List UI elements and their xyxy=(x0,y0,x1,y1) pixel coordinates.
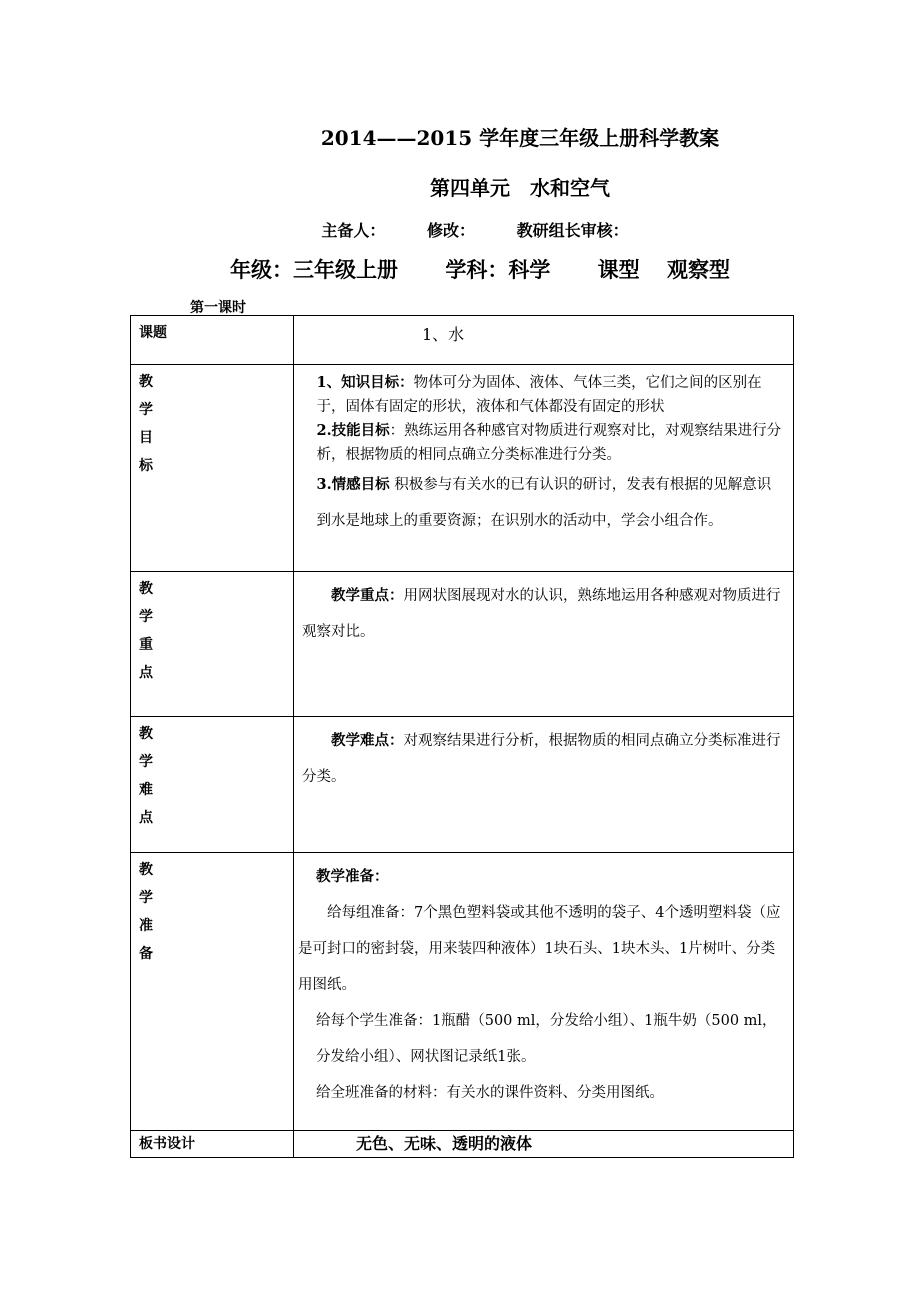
topic-value: 1、水 xyxy=(294,316,794,365)
difficult-label xyxy=(131,717,294,853)
revise-label: 修改： xyxy=(426,221,475,240)
prep-head: 教学准备： xyxy=(316,868,389,885)
knowledge-goal-text: 物体可分为固体、液体、气体三类，它们之间的区别在于，固体有固定的形状，液体和气体都没有固定的形状 xyxy=(316,375,762,415)
board-label: 板书设计 xyxy=(131,1131,294,1158)
difficult-content xyxy=(294,717,794,853)
key-label-char: 学 xyxy=(139,609,153,625)
lesson-number: 第一课时 xyxy=(190,300,246,316)
prep-label-char: 备 xyxy=(139,946,153,962)
key-text: 用网状图展现对水的认识，熟练地运用各种感观对物质进行观察对比。 xyxy=(302,588,781,640)
skill-goal-text: ：熟练运用各种感官对物质进行观察对比，对观察结果进行分析，根据物质的相同点确立分类标准进行分类。 xyxy=(316,423,782,463)
difficult-label-char: 点 xyxy=(139,810,153,826)
difficult-text: 对观察结果进行分析，根据物质的相同点确立分类标准进行分类。 xyxy=(302,733,781,785)
goals-label xyxy=(131,365,294,572)
row-prep xyxy=(131,853,794,1131)
document-title: 2014——2015 学年度三年级上册科学教案 xyxy=(320,126,720,150)
prep-label xyxy=(131,853,294,1131)
difficult-label-char: 教 xyxy=(139,726,153,742)
row-board xyxy=(131,1131,794,1158)
reviewer-label: 教研组长审核： xyxy=(516,221,629,240)
difficult-label-char: 难 xyxy=(139,782,153,798)
difficult-head: 教学难点： xyxy=(331,732,404,749)
key-label-char: 重 xyxy=(139,637,153,653)
row-topic xyxy=(131,316,794,365)
prep-group: 给每组准备：7个黑色塑料袋或其他不透明的袋子、4个透明塑料袋（应是可封口的密封袋，用来装四种液体）1块石头、1块木头、1片树叶、分类用图纸。 xyxy=(298,905,781,993)
key-paragraph xyxy=(302,578,785,650)
grade-text: 年级：三年级上册 xyxy=(230,257,399,282)
prep-label-char: 学 xyxy=(139,890,153,906)
key-label-char: 教 xyxy=(139,581,153,597)
prep-content xyxy=(294,853,794,1131)
row-difficult xyxy=(131,717,794,853)
prep-student: 给每个学生准备：1瓶醋（500 ml，分发给小组）、1瓶牛奶（500 ml，分发给小组）、网状图记录纸1张。 xyxy=(316,1013,777,1065)
author-line xyxy=(0,218,920,241)
knowledge-goal-head: 1、知识目标： xyxy=(316,374,414,391)
row-key xyxy=(131,572,794,717)
goals-label-char: 标 xyxy=(139,458,153,474)
preparer-label: 主备人： xyxy=(321,221,386,240)
goals-label-char: 学 xyxy=(139,402,153,418)
type-label: 课型 xyxy=(597,257,640,282)
difficult-label-char: 学 xyxy=(139,754,153,770)
emotion-goal xyxy=(302,467,785,539)
difficult-paragraph xyxy=(302,723,785,795)
row-goals xyxy=(131,365,794,572)
unit-title: 第四单元 水和空气 xyxy=(430,176,610,200)
board-value: 无色、无味、透明的液体 xyxy=(294,1131,794,1158)
key-label xyxy=(131,572,294,717)
lesson-plan-table xyxy=(130,315,794,1158)
subject-text: 学科：科学 xyxy=(445,257,551,282)
goals-content xyxy=(294,365,794,572)
key-content xyxy=(294,572,794,717)
prep-label-char: 教 xyxy=(139,862,153,878)
prep-label-char: 准 xyxy=(139,918,153,934)
skill-goal xyxy=(302,419,785,467)
goals-label-char: 教 xyxy=(139,374,153,390)
course-info-line xyxy=(0,254,920,284)
key-label-char: 点 xyxy=(139,665,153,681)
emotion-goal-head: 3.情感目标 xyxy=(316,476,390,493)
knowledge-goal xyxy=(302,371,785,419)
key-head: 教学重点： xyxy=(331,587,404,604)
prep-class: 给全班准备的材料：有关水的课件资料、分类用图纸。 xyxy=(316,1085,664,1101)
type-value: 观察型 xyxy=(666,257,730,282)
goals-label-char: 目 xyxy=(139,430,153,446)
topic-label: 课题 xyxy=(131,316,294,365)
skill-goal-head: 2.技能目标 xyxy=(316,422,390,439)
emotion-goal-text: 积极参与有关水的已有认识的研讨，发表有根据的见解意识到水是地球上的重要资源；在识别水的活动中，学会小组合作。 xyxy=(316,477,772,529)
